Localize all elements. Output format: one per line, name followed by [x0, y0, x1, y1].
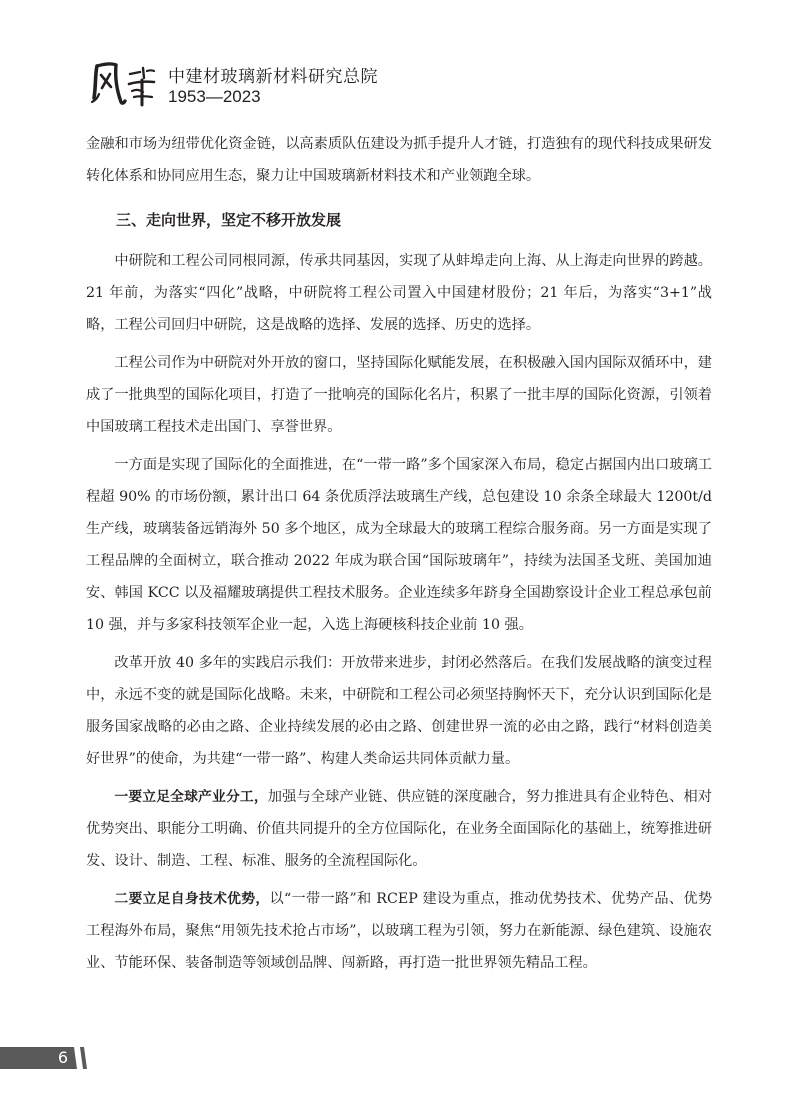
paragraph-lead: 二要立足自身技术优势， [114, 891, 270, 907]
paragraph [86, 883, 712, 979]
paragraph-continued: 金融和市场为纽带优化资金链，以高素质队伍建设为抓手提升人才链，打造独有的现代科技成果研发转化体系和协同应用生态，聚力让中国玻璃新材料技术和产业领跑全球。 [86, 136, 712, 184]
paragraph: 一方面是实现了国际化的全面推进，在“一带一路”多个国家深入布局，稳定占据国内出口玻璃工程超 90% 的市场份额，累计出口 64 条优质浮法玻璃生产线，总包建设 10 余条全球最大 1200t/d 生产线，玻璃装备远销海外 50 多个地区，成为全球最大的玻璃工程综合服务商。另一方面是实现了工程品牌的全面树立，联合推动 2022 年成为联合国“国际玻璃年”，持续为法国圣戈班、美国加迪安、韩国 KCC 以及福耀玻璃提供工程技术服务。企业连续多年跻身全国勘察设计企业工程总承包前 10 强，并与多家科技领军企业一起，入选上海硬核科技企业前 10 强。 [86, 457, 712, 633]
paragraph-text: 以“一带一路”和 RCEP 建设为重点，推动优势技术、优势产品、优势工程海外布局，聚焦“用领先技术抢占市场”，以玻璃工程为引领，努力在新能源、绿色建筑、设施农业、节能环保、装备制造等领域创品牌、闯新路，再打造一批世界领先精品工程。 [86, 891, 713, 971]
paragraph-lead: 一要立足全球产业分工， [114, 789, 268, 805]
section-heading: 三、走向世界，坚定不移开放发展 [116, 211, 342, 229]
paragraph [86, 781, 712, 877]
article-body [86, 128, 712, 979]
page-header [86, 56, 726, 110]
org-name: 中建材玻璃新材料研究总院 [168, 67, 378, 87]
paragraph: 中研院和工程公司同根同源，传承共同基因，实现了从蚌埠走向上海、从上海走向世界的跨越。21 年前，为落实“四化”战略，中研院将工程公司置入中国建材股份；21 年后，为落实“3+1”战略，工程公司回归中研院，这是战略的选择、发展的选择、历史的选择。 [86, 253, 712, 333]
page-number: 6 [57, 1048, 69, 1067]
anniversary-years: 1953—2023 [168, 87, 261, 106]
paragraph: 工程公司作为中研院对外开放的窗口，坚持国际化赋能发展，在积极融入国内国际双循环中，建成了一批典型的国际化项目，打造了一批响亮的国际化名片，积累了一批丰厚的国际化资源，引领着中国玻璃工程技术走出国门、享誉世界。 [86, 355, 712, 435]
calligraphy-logo [86, 58, 158, 108]
paragraph: 改革开放 40 多年的实践启示我们：开放带来进步，封闭必然落后。在我们发展战略的演变过程中，永远不变的就是国际化战略。未来，中研院和工程公司必须坚持胸怀天下，充分认识到国际化是服务国家战略的必由之路、企业持续发展的必由之路、创建世界一流的必由之路，践行“材料创造美好世界”的使命，为共建“一带一路”、构建人类命运共同体贡献力量。 [86, 655, 712, 767]
paragraph-text: 加强与全球产业链、供应链的深度融合，努力推进具有企业特色、相对优势突出、职能分工明确、价值共同提升的全方位国际化，在业务全面国际化的基础上，统筹推进研发、设计、制造、工程、标准、服务的全流程国际化。 [86, 789, 712, 869]
page-number-tab [0, 1047, 90, 1069]
